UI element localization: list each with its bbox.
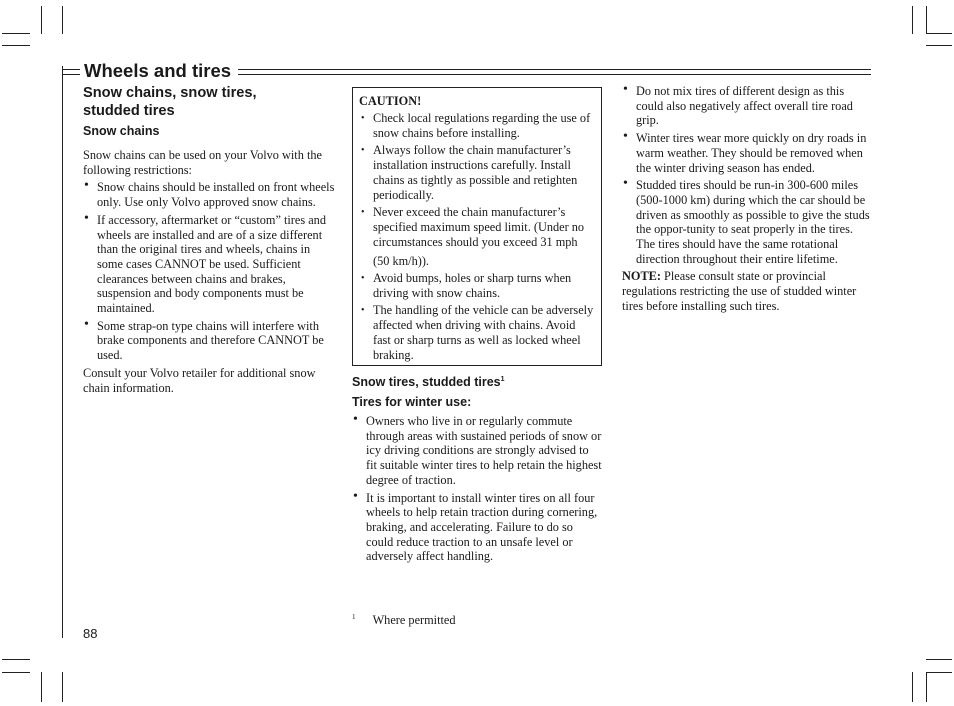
page-number: 88	[83, 626, 98, 641]
list-item: • Avoid bumps, holes or sharp turns when driving with snow chains.	[359, 271, 595, 301]
list-item: • Some strap-on type chains will interfere with brake components and therefore CANNOT be used.	[83, 319, 335, 363]
right-column	[622, 84, 872, 314]
middle-column	[352, 375, 602, 567]
speed-limit-metric: (50 km/h)).	[373, 253, 430, 268]
note-paragraph	[622, 269, 872, 313]
page-title: Wheels and tires	[84, 60, 232, 81]
list-item: • The handling of the vehicle can be adversely affected when driving with chains. Avoid fast or sharp turns as well as locked wheel braking.	[359, 303, 595, 363]
subheading-snow-chains: Snow chains	[83, 124, 160, 138]
margin-line	[62, 66, 63, 638]
list-item: • Do not mix tires of different design as this could also negatively affect overall tire road grip.	[622, 84, 872, 128]
subheading-winter-use: Tires for winter use:	[352, 395, 472, 409]
caution-box	[352, 87, 602, 366]
note-text: Please consult state or provincial regulations restricting the use of studded winter tires before installing such tires.	[622, 269, 857, 313]
footnote-text: Where permitted	[372, 613, 456, 627]
list-item: • Winter tires wear more quickly on dry roads in warm weather. They should be removed when the winter driving season has ended.	[622, 131, 872, 175]
list-item: • Always follow the chain manufacturer’s installation instructions carefully. Install chains as tightly as possible and retighten periodically.	[359, 143, 595, 203]
intro-text: Snow chains can be used on your Volvo with the following restrictions:	[83, 148, 322, 177]
list-item: • Check local regulations regarding the use of snow chains before installing.	[359, 111, 595, 141]
footnote	[352, 613, 456, 628]
caution-list	[359, 111, 595, 363]
left-column	[83, 85, 335, 395]
outro-text: Consult your Volvo retailer for additional snow chain information.	[83, 365, 316, 395]
list-item: • It is important to install winter tires on all four wheels to help retain traction during cornering, braking, and accelerating. Failure to do so could reduce traction to an unsafe level or adversely affect handling.	[352, 491, 602, 565]
studded-tire-bullets	[622, 84, 872, 266]
subheading-snow-tires: Snow tires, studded tires$^1$	[352, 375, 505, 389]
list-item: • If accessory, aftermarket or “custom” tires and wheels are installed and are of a size different than the original tires and wheels, chains in some cases CANNOT be used. Sufficient clearances between chains and brakes, suspension and body components must be maintained.	[83, 213, 335, 316]
caution-title: CAUTION!	[359, 94, 422, 108]
snow-chain-bullets	[83, 180, 335, 362]
list-item: • Studded tires should be run-in 300-600 miles (500-1000 km) during which the car should be driven as smoothly as possible to give the studs the oppor-tunity to seat properly in the tires. The tires should have the same rotational direction throughout their entire lifetime.	[622, 178, 872, 266]
list-item: • Snow chains should be installed on front wheels only. Use only Volvo approved snow chains.	[83, 180, 335, 209]
winter-tire-bullets	[352, 414, 602, 564]
speed-limit-text: Never exceed the chain manufacturer’s specified maximum speed limit. (Under no circumstances should you exceed 31 mph	[373, 204, 585, 249]
footnote-reference: 1	[500, 375, 505, 383]
list-item	[359, 205, 595, 269]
list-item: • Owners who live in or regularly commute through areas with sustained periods of snow or icy driving conditions are strongly advised to fit suitable winter tires to help retain the highest degree of traction.	[352, 414, 602, 488]
footnote-mark: 1	[352, 613, 356, 621]
section-heading: Snow chains, snow tires, studded tires	[83, 85, 257, 119]
note-label: NOTE:	[622, 269, 661, 284]
